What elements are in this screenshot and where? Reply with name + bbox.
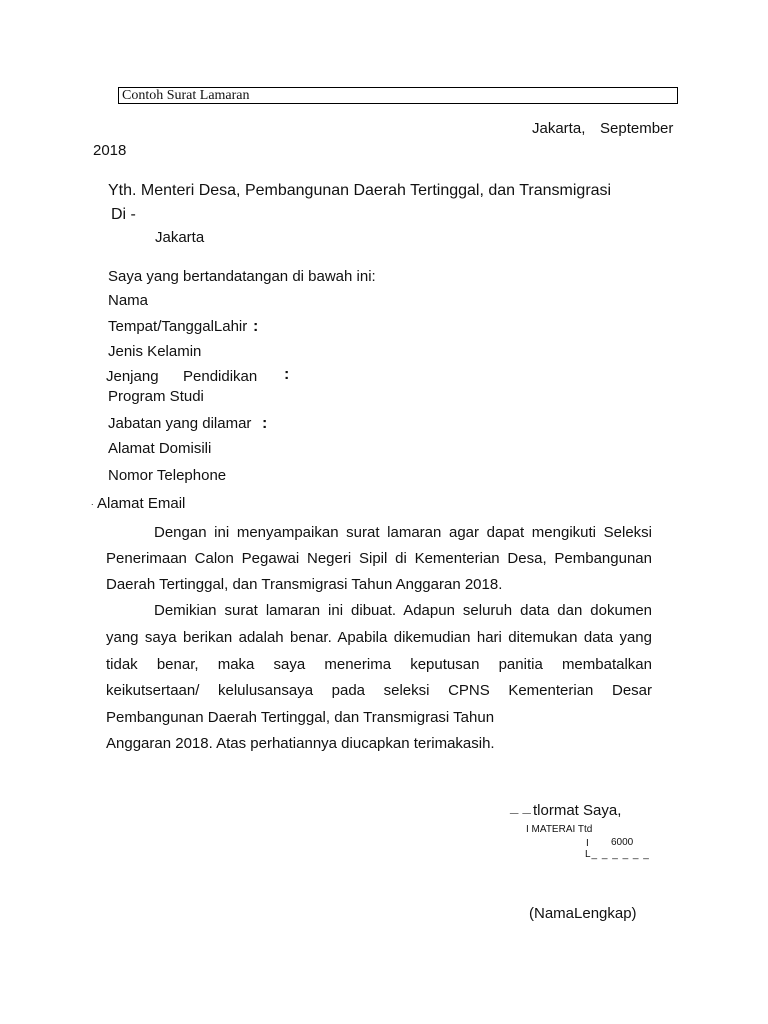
materai-bar: I xyxy=(586,838,589,849)
field-jenjang-colon: : xyxy=(284,366,290,383)
title-box: Contoh Surat Lamaran xyxy=(118,87,678,104)
field-jenjang-b: Pendidikan xyxy=(183,368,258,385)
closing-salutation: tlormat Saya, xyxy=(533,802,622,819)
materai-amount: 6000 xyxy=(611,837,634,848)
field-email-dot: . xyxy=(91,497,94,507)
field-prodi: Program Studi xyxy=(108,388,204,405)
field-telp: Nomor Telephone xyxy=(108,467,227,484)
materai-line: I MATERAI Ttd xyxy=(526,824,593,835)
date-year: 2018 xyxy=(93,142,127,159)
addressee-city: Jakarta xyxy=(155,229,205,246)
addressee-yth: Yth. Menteri Desa, Pembangunan Daerah Tertinggal, dan Transmigrasi xyxy=(108,182,612,199)
intro-text: Saya yang bertandatangan di bawah ini: xyxy=(108,268,376,285)
field-tempat-colon: : xyxy=(253,318,259,335)
field-tempat: Tempat/TanggalLahir xyxy=(108,318,248,335)
field-jabatan-colon: : xyxy=(262,415,268,432)
field-jabatan: Jabatan yang dilamar xyxy=(108,415,252,432)
materai-bottom-line: L_ _ _ _ _ _ xyxy=(585,849,650,860)
para2-line6: Anggaran 2018. Atas perhatiannya diucapkan terimakasih. xyxy=(106,735,495,752)
field-alamat: Alamat Domisili xyxy=(108,440,212,457)
field-jenis: Jenis Kelamin xyxy=(108,343,202,360)
field-nama: Nama xyxy=(108,292,149,309)
addressee-di: Di - xyxy=(111,206,136,223)
field-email: Alamat Email xyxy=(97,495,186,512)
closing-dashes: _ _ xyxy=(510,799,531,816)
date-city: Jakarta, xyxy=(532,120,586,137)
date-month: September xyxy=(600,120,674,137)
signature-name: (NamaLengkap) xyxy=(529,905,637,922)
para2-line5: Pembangunan Daerah Tertinggal, dan Transmigrasi Tahun xyxy=(106,709,495,726)
field-jenjang-a: Jenjang xyxy=(106,368,159,385)
para1-line3: Daerah Tertinggal, dan Transmigrasi Tahun Anggaran 2018. xyxy=(106,576,503,593)
letter-page: Contoh Surat Lamaran Jakarta, September 2018 Yth. Menteri Desa, Pembangunan Daerah Tertinggal, dan Transmigrasi Di - Jakarta Saya yang bertandatangan di bawah ini: Nama Tempat/TanggalLahir : Jenis Kelamin Jenjang Pendidikan : Program Studi Jabatan yang dilamar : Alamat Domisili Nomor Telephone . Alamat Email Dengan ini menyampaikan surat lamaran agar dapat mengikuti Seleksi Penerimaan Calon Pegawai Negeri Sipil di Kementerian Desa, Pembangunan Daerah Tertinggal, dan Transmigrasi Tahun Anggaran 2018. Demikian surat lamaran ini dibuat. Adapun seluruh data dan dokumen yang saya berikan adalah benar. Apabila dikemudian hari ditemukan data yang tidak benar, maka saya menerima keputusan panitia membatalkan keikutsertaan/ kelulusansaya pada seleksi CPNS Kementerian Desar Pembangunan Daerah Tertinggal, dan Transmigrasi Tahun Anggaran 2018. Atas perhatiannya diucapkan terimakasih. _ _ tlormat Saya, I MATERAI Ttd I 6000 L_ _ _ _ _ _ (NamaLengkap) xyxy=(0,0,768,1024)
